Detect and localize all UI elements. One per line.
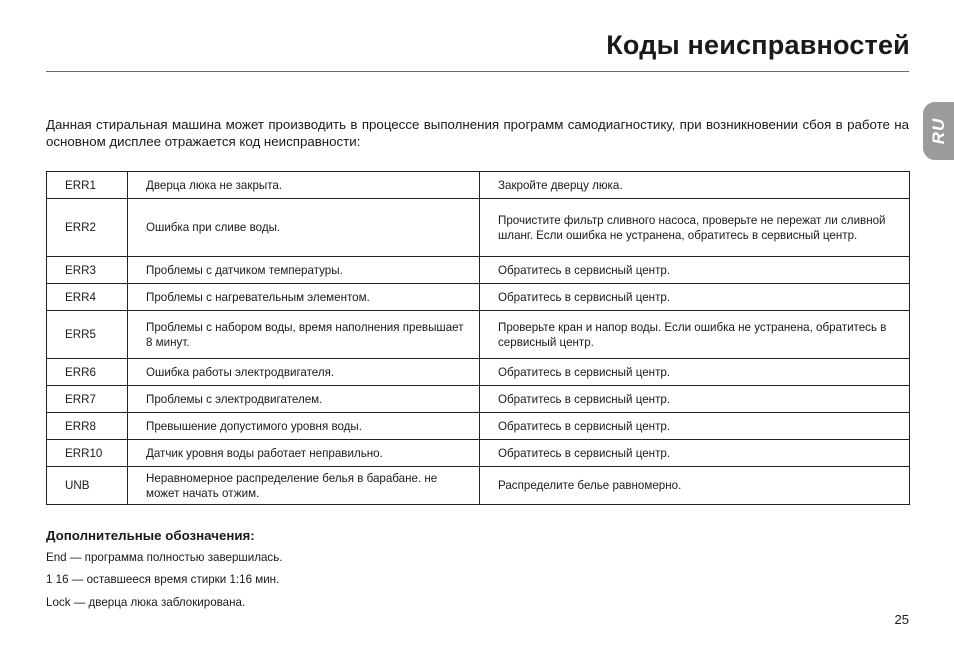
extra-notation-item: End — программа полностью завершилась.: [46, 551, 283, 564]
error-description: Неравномерное распределение белья в барабане. не может начать отжим.: [128, 467, 480, 505]
error-solution: Прочистите фильтр сливного насоса, проверьте не пережат ли сливной шланг. Если ошибка не устранена, обратитесь в сервисный центр.: [480, 199, 910, 257]
error-code: ERR5: [47, 311, 128, 359]
extra-notations-heading: Дополнительные обозначения:: [46, 528, 255, 543]
page-number: 25: [894, 612, 909, 627]
extra-notation-item: 1 16 — оставшееся время стирки 1:16 мин.: [46, 573, 280, 586]
error-solution: Обратитесь в сервисный центр.: [480, 284, 910, 311]
error-description: Проблемы с датчиком температуры.: [128, 257, 480, 284]
table-row: [47, 440, 910, 467]
table-row: [47, 257, 910, 284]
table-row: [47, 311, 910, 359]
error-solution: Обратитесь в сервисный центр.: [480, 386, 910, 413]
extra-notation-item: Lock — дверца люка заблокирована.: [46, 596, 246, 609]
error-description: Проблемы с набором воды, время наполнения превышает 8 минут.: [128, 311, 480, 359]
error-description: Датчик уровня воды работает неправильно.: [128, 440, 480, 467]
error-description: Ошибка работы электродвигателя.: [128, 359, 480, 386]
title-divider: [46, 71, 909, 72]
error-description: Ошибка при сливе воды.: [128, 199, 480, 257]
error-solution: Обратитесь в сервисный центр.: [480, 413, 910, 440]
table-row: [47, 413, 910, 440]
error-description: Проблемы с нагревательным элементом.: [128, 284, 480, 311]
error-solution: Обратитесь в сервисный центр.: [480, 440, 910, 467]
page-title: Коды неисправностей: [606, 30, 910, 60]
table-row: [47, 467, 910, 505]
error-description: Превышение допустимого уровня воды.: [128, 413, 480, 440]
table-row: [47, 199, 910, 257]
table-row: [47, 172, 910, 199]
error-code: ERR6: [47, 359, 128, 386]
language-tab-label: RU: [928, 117, 948, 145]
error-codes-table: [46, 171, 910, 505]
table-row: [47, 386, 910, 413]
error-code: ERR7: [47, 386, 128, 413]
error-solution: Обратитесь в сервисный центр.: [480, 257, 910, 284]
error-code: ERR1: [47, 172, 128, 199]
language-tab: [923, 102, 954, 160]
intro-paragraph: Данная стиральная машина может производить в процессе выполнения программ самодиагностику, при возникновении сбоя в работе на основном дисплее отражается код неисправности:: [46, 117, 909, 149]
error-description: Дверца люка не закрыта.: [128, 172, 480, 199]
error-code: ERR2: [47, 199, 128, 257]
error-code: UNB: [47, 467, 128, 505]
error-code: ERR3: [47, 257, 128, 284]
error-solution: Обратитесь в сервисный центр.: [480, 359, 910, 386]
error-code: ERR10: [47, 440, 128, 467]
error-solution: Закройте дверцу люка.: [480, 172, 910, 199]
error-code: ERR8: [47, 413, 128, 440]
error-solution: Распределите белье равномерно.: [480, 467, 910, 505]
table-row: [47, 284, 910, 311]
error-code: ERR4: [47, 284, 128, 311]
error-solution: Проверьте кран и напор воды. Если ошибка не устранена, обратитесь в сервисный центр.: [480, 311, 910, 359]
table-row: [47, 359, 910, 386]
error-description: Проблемы с электродвигателем.: [128, 386, 480, 413]
